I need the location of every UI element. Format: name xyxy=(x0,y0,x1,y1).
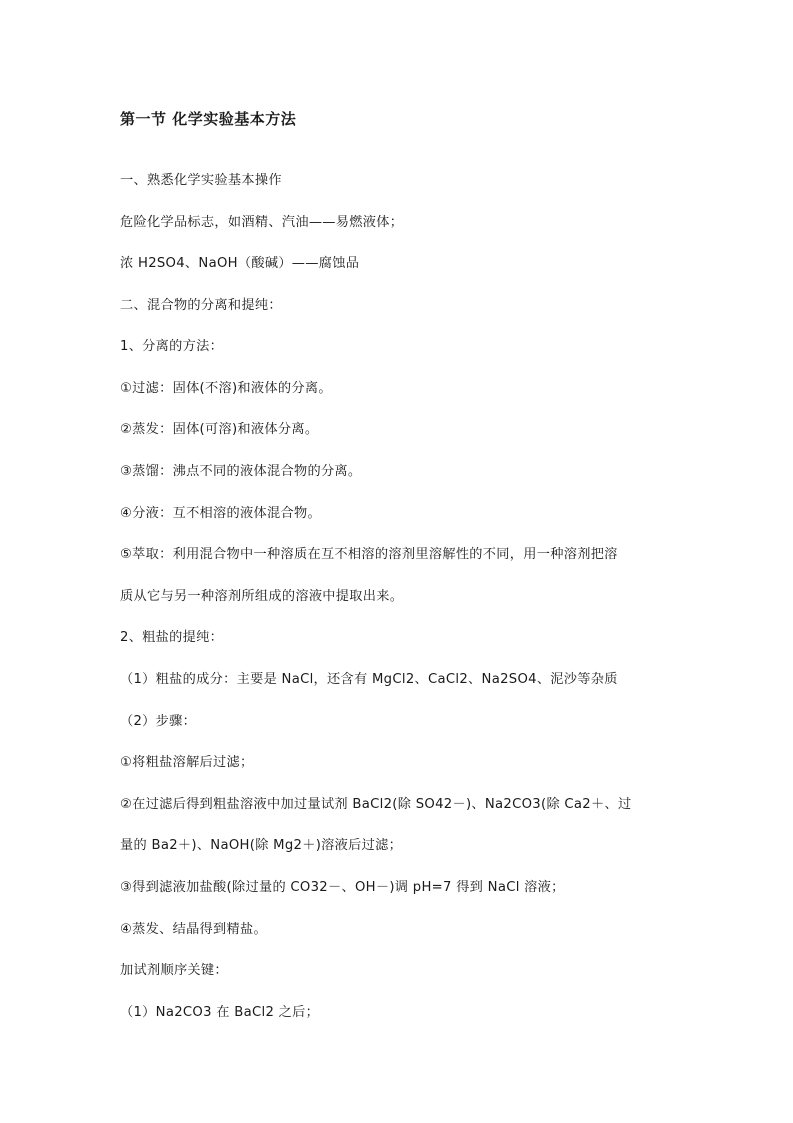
text-line-3: 浓 H2SO4、NaOH（酸碱）——腐蚀品 xyxy=(120,256,360,271)
text-line-6: ①过滤：固体(不溶)和液体的分离。 xyxy=(120,381,332,396)
text-line-10: ⑤萃取：利用混合物中一种溶质在互不相溶的溶剂里溶解性的不同，用一种溶剂把溶 xyxy=(120,547,618,562)
text-line-5: 1、分离的方法： xyxy=(120,339,224,354)
text-line-15: ①将粗盐溶解后过滤； xyxy=(120,755,254,770)
text-line-13: （1）粗盐的成分：主要是 NaCl，还含有 MgCl2、CaCl2、Na2SO4、泥沙等杂质 xyxy=(120,672,618,687)
text-line-9: ④分液：互不相溶的液体混合物。 xyxy=(120,506,321,521)
text-line-8: ③蒸馏：沸点不同的液体混合物的分离。 xyxy=(120,464,362,479)
text-line-17: 量的 Ba2＋)、NaOH(除 Mg2＋)溶液后过滤； xyxy=(120,838,403,853)
text-line-1: 一、熟悉化学实验基本操作 xyxy=(120,173,282,188)
text-line-21: （1）Na2CO3 在 BaCl2 之后； xyxy=(120,1005,320,1020)
text-line-20: 加试剂顺序关键： xyxy=(120,963,228,978)
text-line-18: ③得到滤液加盐酸(除过量的 CO32－、OH－)调 pH=7 得到 NaCl 溶液； xyxy=(120,880,565,895)
text-line-11: 质从它与另一种溶剂所组成的溶液中提取出来。 xyxy=(120,589,404,604)
text-line-16: ②在过滤后得到粗盐溶液中加过量试剂 BaCl2(除 SO42－)、Na2CO3(除 Ca2＋、过 xyxy=(120,797,632,812)
text-line-12: 2、粗盐的提纯： xyxy=(120,630,224,645)
text-line-7: ②蒸发：固体(可溶)和液体分离。 xyxy=(120,422,319,437)
text-line-4: 二、混合物的分离和提纯： xyxy=(120,298,282,313)
section-title: 第一节 化学实验基本方法 xyxy=(120,110,297,128)
text-line-19: ④蒸发、结晶得到精盐。 xyxy=(120,922,267,937)
text-line-2: 危险化学品标志，如酒精、汽油——易燃液体； xyxy=(120,215,404,230)
text-line-14: （2）步骤： xyxy=(120,714,197,729)
